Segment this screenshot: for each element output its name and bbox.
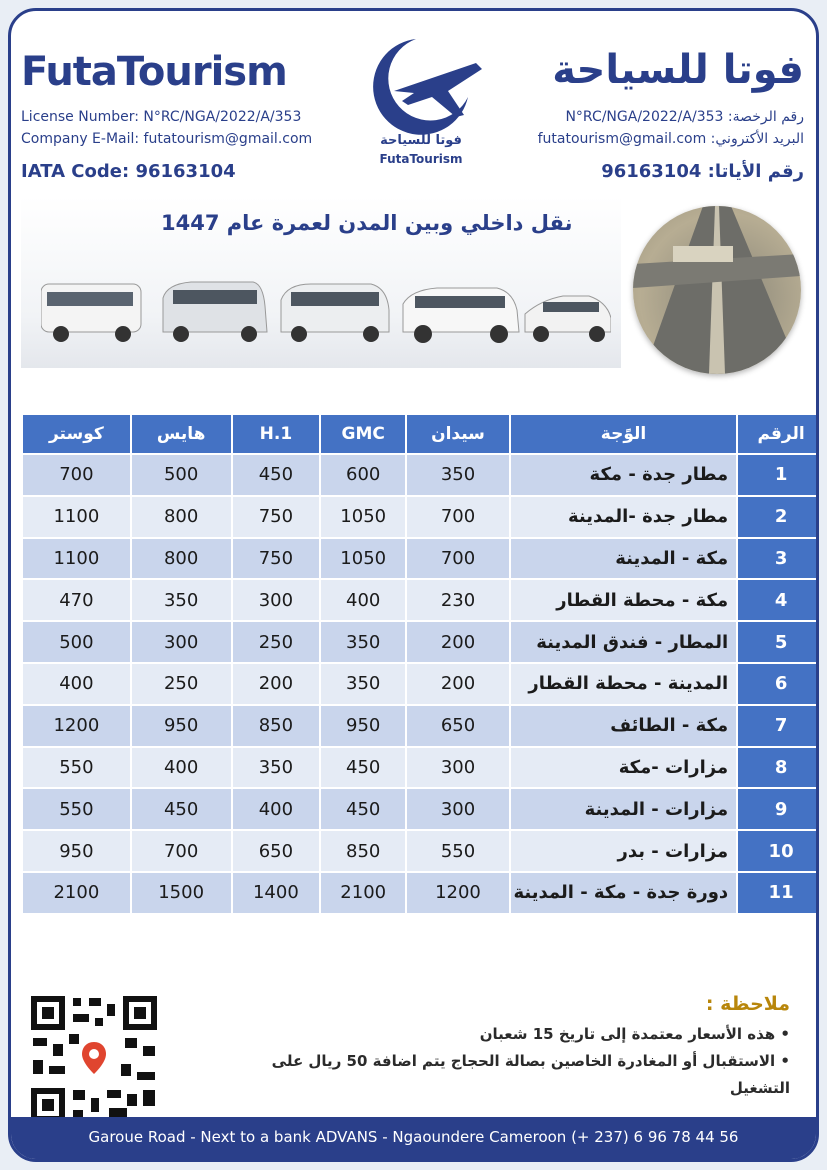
logo-text-ar: فوتا للسياحة xyxy=(380,133,462,148)
cell-gmc: 350 xyxy=(320,621,406,663)
cell-gmc: 450 xyxy=(320,788,406,830)
cell-route: مزارات -مكة xyxy=(510,747,737,789)
cell-hiace: 1500 xyxy=(131,872,232,914)
cell-hiace: 250 xyxy=(131,663,232,705)
cell-route: مكة - المدينة xyxy=(510,538,737,580)
col-route: الوًجة xyxy=(510,414,737,454)
footer xyxy=(11,1117,816,1159)
col-sedan: سيدان xyxy=(406,414,510,454)
cell-num: 6 xyxy=(737,663,819,705)
h1-van-icon xyxy=(281,284,389,342)
cell-route: مطار جدة - مكة xyxy=(510,454,737,496)
cell-h1: 450 xyxy=(232,454,321,496)
cell-coaster: 500 xyxy=(22,621,131,663)
col-coaster: كوستر xyxy=(22,414,131,454)
notes xyxy=(230,993,790,1102)
cell-hiace: 700 xyxy=(131,830,232,872)
cell-num: 10 xyxy=(737,830,819,872)
cell-hiace: 350 xyxy=(131,579,232,621)
cell-h1: 650 xyxy=(232,830,321,872)
logo xyxy=(356,31,486,181)
table-row xyxy=(22,538,819,580)
cell-coaster: 1100 xyxy=(22,538,131,580)
cell-route: مكة - الطائف xyxy=(510,705,737,747)
cell-sedan: 350 xyxy=(406,454,510,496)
cell-gmc: 950 xyxy=(320,705,406,747)
cell-num: 5 xyxy=(737,621,819,663)
cell-h1: 300 xyxy=(232,579,321,621)
cell-hiace: 500 xyxy=(131,454,232,496)
hiace-van-icon xyxy=(163,282,267,342)
iata-ar: رقم الأياتا: 96163104 xyxy=(601,161,804,182)
license-ar: رقم الرخصة: N°RC/NGA/2022/A/353 xyxy=(565,109,804,125)
cell-hiace: 950 xyxy=(131,705,232,747)
notes-title: ملاحظة : xyxy=(705,993,790,1015)
email-en: Company E-Mail: futatourism@gmail.com xyxy=(21,131,313,147)
table-row xyxy=(22,747,819,789)
cell-gmc: 850 xyxy=(320,830,406,872)
cell-num: 8 xyxy=(737,747,819,789)
highway-photo xyxy=(633,206,801,374)
cell-sedan: 1200 xyxy=(406,872,510,914)
cell-coaster: 400 xyxy=(22,663,131,705)
cell-h1: 1400 xyxy=(232,872,321,914)
table-row xyxy=(22,872,819,914)
cell-coaster: 1100 xyxy=(22,496,131,538)
iata-en: IATA Code: 96163104 xyxy=(21,161,236,182)
cell-h1: 750 xyxy=(232,538,321,580)
cell-h1: 400 xyxy=(232,788,321,830)
cell-num: 7 xyxy=(737,705,819,747)
cell-num: 1 xyxy=(737,454,819,496)
cell-num: 11 xyxy=(737,872,819,914)
cell-gmc: 2100 xyxy=(320,872,406,914)
cell-hiace: 800 xyxy=(131,538,232,580)
cell-route: مكة - محطة القطار xyxy=(510,579,737,621)
col-h1: H.1 xyxy=(232,414,321,454)
cell-coaster: 950 xyxy=(22,830,131,872)
cell-coaster: 1200 xyxy=(22,705,131,747)
table-row xyxy=(22,579,819,621)
cell-coaster: 2100 xyxy=(22,872,131,914)
cell-coaster: 470 xyxy=(22,579,131,621)
banner-title: نقل داخلي وبين المدن لعمرة عام 1447 xyxy=(161,211,573,235)
brand-name-ar: فوتا للسياحة xyxy=(552,47,804,93)
cell-num: 2 xyxy=(737,496,819,538)
table-row xyxy=(22,663,819,705)
cell-coaster: 550 xyxy=(22,747,131,789)
col-number: الرقم xyxy=(737,414,819,454)
cell-route: مزارات - بدر xyxy=(510,830,737,872)
table-header-row xyxy=(22,414,819,454)
note-item: • هذه الأسعار معتمدة إلى تاريخ 15 شعبان xyxy=(479,1025,790,1043)
cell-gmc: 600 xyxy=(320,454,406,496)
col-hiace: هايس xyxy=(131,414,232,454)
table-row xyxy=(22,621,819,663)
cell-sedan: 650 xyxy=(406,705,510,747)
location-pin-icon xyxy=(74,1036,114,1082)
cell-hiace: 400 xyxy=(131,747,232,789)
footer-address: Garoue Road - Next to a bank ADVANS - Ngaoundere Cameroon (+ 237) 6 96 78 44 56 xyxy=(88,1128,739,1146)
cell-sedan: 200 xyxy=(406,663,510,705)
cell-coaster: 550 xyxy=(22,788,131,830)
cell-num: 9 xyxy=(737,788,819,830)
cell-sedan: 300 xyxy=(406,788,510,830)
cell-gmc: 1050 xyxy=(320,538,406,580)
cell-route: المطار - فندق المدينة xyxy=(510,621,737,663)
cell-num: 4 xyxy=(737,579,819,621)
cell-route: المدينة - محطة القطار xyxy=(510,663,737,705)
cell-route: مزارات - المدينة xyxy=(510,788,737,830)
email-ar: البريد الأكتروني: futatourism@gmail.com xyxy=(537,131,804,147)
airplane-crescent-icon xyxy=(356,31,486,141)
gmc-suv-icon xyxy=(403,288,519,343)
cell-sedan: 700 xyxy=(406,496,510,538)
cell-gmc: 1050 xyxy=(320,496,406,538)
sedan-car-icon xyxy=(525,296,611,342)
brand-name-en: FutaTourism xyxy=(21,49,287,95)
highway-icon xyxy=(633,206,801,374)
cell-h1: 350 xyxy=(232,747,321,789)
flyer-frame xyxy=(8,8,819,1162)
price-table xyxy=(21,413,819,915)
cell-num: 3 xyxy=(737,538,819,580)
col-gmc: GMC xyxy=(320,414,406,454)
note-item: • الاستقبال أو المغادرة الخاصين بصالة الحجاج يتم اضافة 50 ريال على التشغيل xyxy=(271,1052,790,1097)
cell-gmc: 450 xyxy=(320,747,406,789)
vehicles-image xyxy=(41,276,611,346)
table-row xyxy=(22,454,819,496)
table-row xyxy=(22,496,819,538)
cell-h1: 250 xyxy=(232,621,321,663)
cell-sedan: 230 xyxy=(406,579,510,621)
table-row xyxy=(22,705,819,747)
cell-hiace: 800 xyxy=(131,496,232,538)
cell-sedan: 200 xyxy=(406,621,510,663)
logo-text-en: FutaTourism xyxy=(379,152,463,166)
cell-sedan: 550 xyxy=(406,830,510,872)
license-en: License Number: N°RC/NGA/2022/A/353 xyxy=(21,109,302,125)
cell-route: مطار جدة -المدينة xyxy=(510,496,737,538)
cell-gmc: 350 xyxy=(320,663,406,705)
cell-route: دورة جدة - مكة - المدينة xyxy=(510,872,737,914)
table-row xyxy=(22,830,819,872)
cell-hiace: 450 xyxy=(131,788,232,830)
cell-h1: 850 xyxy=(232,705,321,747)
cell-sedan: 300 xyxy=(406,747,510,789)
cell-h1: 200 xyxy=(232,663,321,705)
cell-gmc: 400 xyxy=(320,579,406,621)
cell-sedan: 700 xyxy=(406,538,510,580)
coaster-bus-icon xyxy=(41,284,141,342)
qr-code xyxy=(29,994,159,1124)
cell-hiace: 300 xyxy=(131,621,232,663)
table-row xyxy=(22,788,819,830)
cell-coaster: 700 xyxy=(22,454,131,496)
cell-h1: 750 xyxy=(232,496,321,538)
